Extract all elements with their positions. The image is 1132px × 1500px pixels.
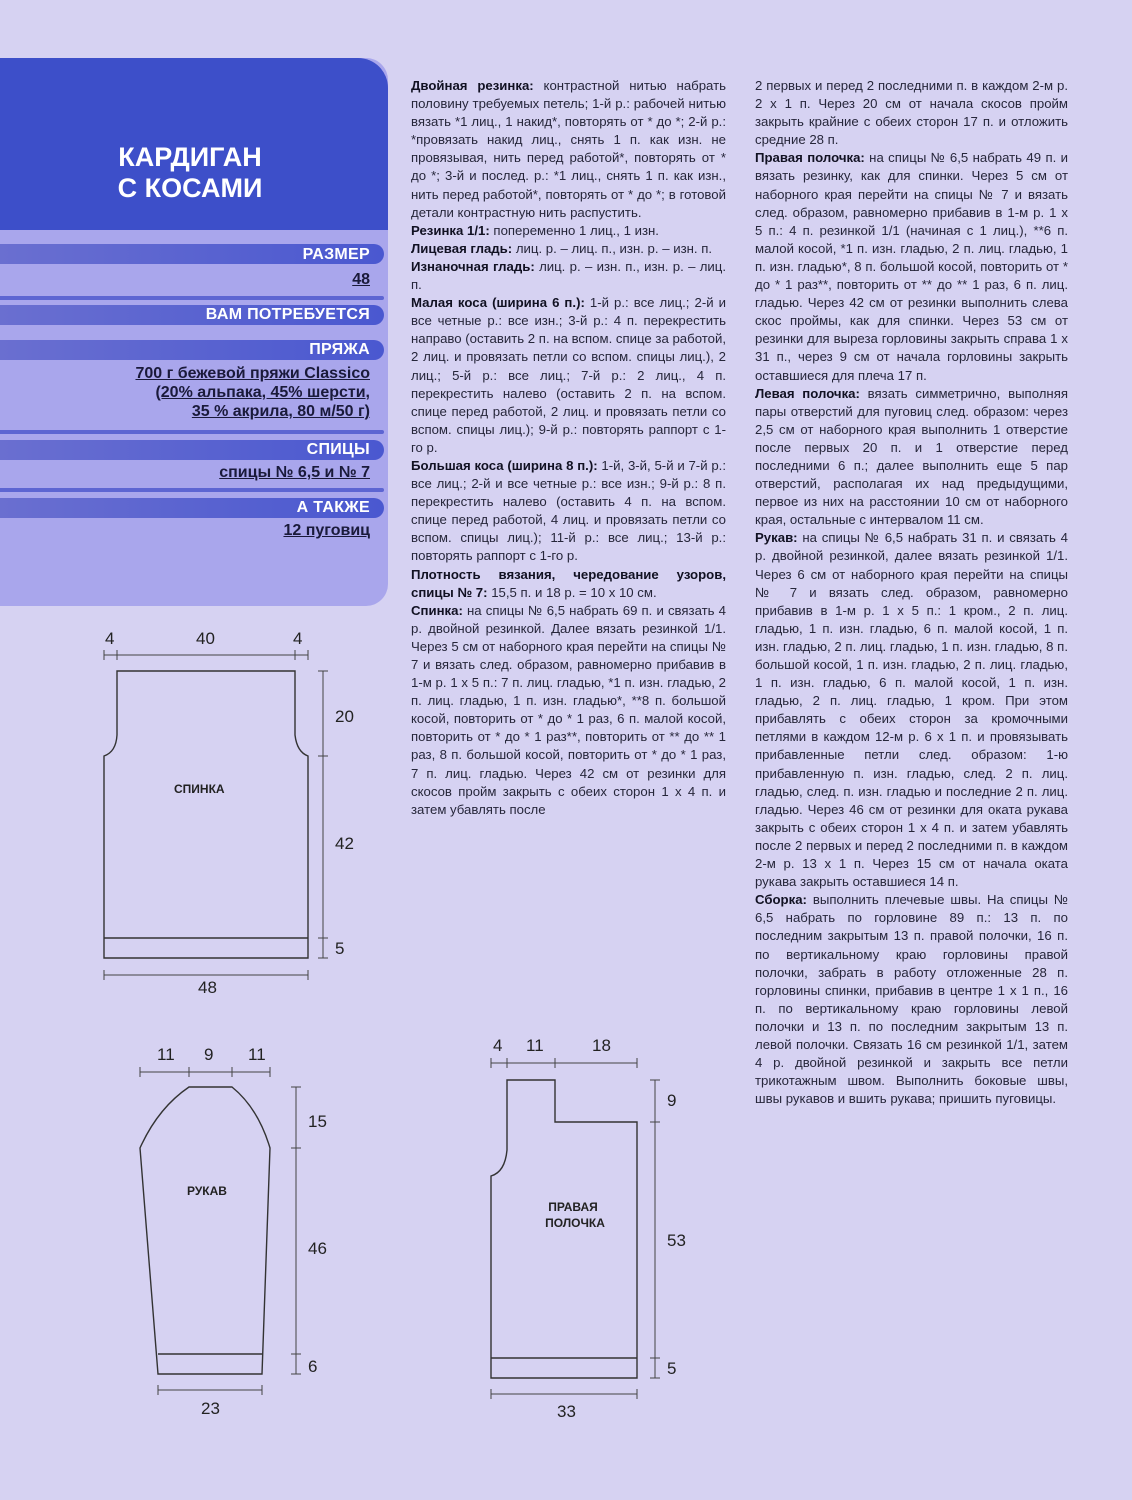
front-dim-right-1: 9 bbox=[667, 1091, 677, 1110]
sleeve-diagram bbox=[140, 1045, 327, 1418]
sleeve-dim-right-1: 15 bbox=[308, 1112, 327, 1131]
sleeve-dim-top-2: 9 bbox=[204, 1045, 214, 1064]
yarn-value-1: 700 г бежевой пряжи Classico bbox=[135, 365, 370, 382]
front-dim-right-3: 5 bbox=[667, 1359, 677, 1378]
yarn-value-3: 35 % акрила, 80 м/50 г) bbox=[191, 403, 370, 420]
back-dim-right-1: 20 bbox=[335, 707, 354, 726]
paragraph-heading: Малая коса (ширина 6 п.): bbox=[411, 295, 585, 311]
needles-label: СПИЦЫ bbox=[306, 441, 370, 458]
paragraph-heading: Левая полочка: bbox=[755, 385, 860, 401]
also-label: А ТАКЖЕ bbox=[296, 499, 370, 516]
sleeve-dim-right-3: 6 bbox=[308, 1357, 318, 1376]
front-diagram bbox=[491, 1036, 686, 1421]
paragraph-heading: Резинка 1/1: bbox=[411, 222, 490, 238]
paragraph-heading: Спинка: bbox=[411, 602, 463, 618]
paragraph-body: 1-й р.: все лиц.; 2-й и все четные р.: все изн.; 3-й р.: 4 п. перекрестить направо (оставить 2 п. на вспом. спице за работой, 2 лиц. и провязать петли со вспом. спицы лиц.), 2 лиц.; 5-й р.: все лиц.; 7-й р.: 2 лиц., 4 п. перекрестить налево (оставить 2 п. на вспом. спице перед работой, 2 лиц. и провязать петли со вспом. спицы лиц.); 9-й р.: повторять раппорт с 1-го р. bbox=[411, 295, 726, 455]
paragraph-body: 15,5 п. и 18 р. = 10 х 10 см. bbox=[487, 584, 657, 600]
front-dim-right-2: 53 bbox=[667, 1231, 686, 1250]
sleeve-dim-top-3: 11 bbox=[248, 1045, 266, 1064]
paragraph-body: выполнить плечевые швы. На спицы № 6,5 набрать по горловине 89 п.: 13 п. по последним закрытым 13 п. правой полочки, 16 п. по вертикальному краю горловины правой полочки, забрать в работу отложенные 28 п. горловины спинки, прибавив в центре 1 х 1 п., 16 п. по вертикальному краю горловины левой полочки и 13 п. по последним закрытым 13 п. левой полочки. Связать 16 см резинкой 1/1, затем 4 р. двойной резинкой и закрыть все петли трикотажным швом. Выполнить боковые швы, швы рукавов и вшить рукава; пришить пуговицы. bbox=[755, 892, 1068, 1107]
paragraph-body: 1-й, 3-й, 5-й и 7-й р.: все лиц.; 2-й и все четные р.: все изн.; 9-й р.: 8 п. перекрестить налево (оставить 4 п. на вспом. спице перед работой, 4 лиц. и провязать петли со вспом. спицы лиц.); 11-й р.: все лиц.; 13-й р.: повторять раппорт с 1-го р. bbox=[411, 457, 726, 564]
back-dim-top-1: 4 bbox=[105, 629, 115, 648]
title-line-2: С КОСАМИ bbox=[117, 173, 263, 203]
size-label: РАЗМЕР bbox=[302, 246, 370, 263]
sleeve-dim-top-1: 11 bbox=[157, 1045, 175, 1064]
paragraph-body: на спицы № 6,5 набрать 69 п. и связать 4 р. двойной резинкой. Далее вязать резинкой 1/1. Через 5 см от наборного края перейти на спицы № 7 и вязать след. образом, равномерно прибавив в 1-м р. 1 х 5 п.: 7 п. лиц. гладью, *1 п. изн. гладью, 2 п. лиц. гладью, 1 п. изн. гладью*, **8 п. большой косой, повторить от * до * 1 раз, 6 п. малой косой, повторить от * до * 1 раз**, повторить от ** до ** 1 раз, 8 п. большой косой, повторить от * до * 1 раз, 7 п. лиц. гладью. Через 42 см от резинки для скосов пройм закрыть с обеих сторон 1 х 4 п. и затем убавлять после bbox=[411, 602, 726, 817]
back-dim-right-2: 42 bbox=[335, 834, 354, 853]
back-label: СПИНКА bbox=[174, 782, 225, 796]
front-dim-top-3: 18 bbox=[592, 1036, 611, 1055]
paragraph-heading: Правая полочка: bbox=[755, 150, 865, 166]
yarn-label: ПРЯЖА bbox=[309, 341, 370, 358]
paragraph-body: лиц. р. – лиц. п., изн. р. – изн. п. bbox=[512, 240, 713, 256]
front-label-1: ПРАВАЯ bbox=[548, 1200, 598, 1214]
need-label: ВАМ ПОТРЕБУЕТСЯ bbox=[205, 306, 370, 323]
paragraph-heading: Лицевая гладь: bbox=[411, 240, 513, 256]
sleeve-dim-bottom: 23 bbox=[201, 1399, 220, 1418]
back-outline bbox=[104, 671, 308, 958]
paragraph-body: вязать симметрично, выполняя пары отверстий для пуговиц след. образом: через 2,5 см от наборного края выполнить 1 отверстие после первых 20 п. и 1 отверстие перед последними 6 п.; далее выполнить еще 5 пар отверстий, располагая их над предыдущими, первое из них на расстоянии 10 см от наборного края, остальные с интервалом 11 см. bbox=[755, 385, 1068, 528]
paragraph-body: на спицы № 6,5 набрать 31 п. и связать 4 р. двойной резинкой, далее вязать резинкой 1/1. Через 6 см от наборного края перейти на спицы № 7 и вязать след. образом, равномерно прибавив в 1-м р. 1 х 5 п.: 1 кром., 2 п. лиц. гладью, 1 п. изн. гладью, 6 п. малой косой, 1 п. изн. гладью, 2 п. лиц. гладью, 1 п. изн. гладью, 8 п. большой косой, 1 п. изн. гладью, 2 п. лиц. гладью, 1 п. изн. гладью, 6 п. малой косой, 1 п. изн. гладью, 2 п. лиц. гладью, 1 кром. При этом прибавлять с обеих сторон за кромочными петлями в каждом 12-м р. 6 х 1 п. и провязывать прибавленные петли след. образом: 1-ю прибавленную п. изн. гладью, след. 2 п. лиц. гладью, след. п. изн. гладью и последние 2 п. лиц. гладью. Через 46 см от резинки для оката рукава закрыть с обеих сторон 1 х 4 п. и затем убавлять после 2 первых и перед 2 последними п. в каждом 2-м р. 13 х 1 п. Через 15 см от начала оката рукава закрыть оставшиеся 14 п. bbox=[755, 530, 1068, 890]
paragraph-heading: Изнаночная гладь: bbox=[411, 258, 535, 274]
front-label-2: ПОЛОЧКА bbox=[545, 1216, 605, 1230]
paragraph-body: лиц. р. – изн. п., изн. р. – лиц. п. bbox=[411, 258, 726, 293]
back-dim-top-2: 40 bbox=[196, 629, 215, 648]
needles-value: спицы № 6,5 и № 7 bbox=[219, 464, 370, 481]
back-dim-bottom: 48 bbox=[198, 978, 217, 997]
size-value: 48 bbox=[352, 271, 370, 288]
also-value: 12 пуговиц bbox=[283, 522, 370, 539]
paragraph-body: 2 первых и перед 2 последними п. в каждом 2-м р. 2 х 1 п. Через 20 см от начала скосов пройм закрыть крайние с обеих сторон 17 п. и отложить средние 28 п. bbox=[755, 78, 1068, 148]
paragraph-body: контрастной нитью набрать половину требуемых петель; 1-й р.: рабочей нитью вязать *1 лиц., 1 накид*, повторять от * до *; 2-й р.: *провязать накид лиц., снять 1 п. как изн. не провязывая, нить перед работой*, повторять от * до *; 3-й и послед. р.: *1 лиц., снять 1 п. как изн., нить перед работой*, повторять от * до *; в готовой детали контрастную нить распустить. bbox=[411, 78, 727, 220]
paragraph-heading: Сборка: bbox=[755, 892, 807, 908]
back-diagram bbox=[104, 629, 354, 997]
front-dim-top-2: 11 bbox=[526, 1036, 544, 1055]
title-line-1: КАРДИГАН bbox=[118, 142, 262, 172]
paragraph-heading: Рукав: bbox=[755, 530, 798, 546]
paragraph-heading: Плотность вязания, чередование узоров, спицы № 7: bbox=[411, 566, 726, 600]
front-dim-top-1: 4 bbox=[493, 1036, 503, 1055]
back-dim-right-3: 5 bbox=[335, 939, 345, 958]
yarn-value-2: (20% альпака, 45% шерсти, bbox=[155, 384, 370, 401]
sleeve-outline bbox=[140, 1087, 270, 1374]
sleeve-label: РУКАВ bbox=[187, 1184, 227, 1198]
back-dim-top-3: 4 bbox=[293, 629, 303, 648]
paragraph-heading: Двойная резинка: bbox=[411, 78, 534, 93]
paragraph-body: попеременно 1 лиц., 1 изн. bbox=[489, 222, 659, 238]
front-dim-bottom: 33 bbox=[557, 1402, 576, 1421]
paragraph-heading: Большая коса (ширина 8 п.): bbox=[411, 457, 598, 473]
paragraph-body: на спицы № 6,5 набрать 49 п. и вязать резинку, как для спинки. Через 5 см от наборного края перейти на спицы № 7 и вязать след. образом, равномерно прибавив в 1-м р. 1 х 5 п.: 4 п. резинкой 1/1 (начиная с 1 лиц.), **6 п. малой косой, *1 п. изн. гладью, 2 п. лиц. гладью, 1 п. изн. гладью*, 8 п. большой косой, повторить от * до * 1 раз**, повторить от ** до ** 1 раз, 6 п. лиц. гладью. Через 42 см от резинки выполнить слева скос проймы, как для спинки. Через 53 см от резинки для выреза горловины закрыть справа 1 х 31 п., через 9 см от начала горловины закрыть оставшиеся для плеча 17 п. bbox=[755, 150, 1068, 383]
sleeve-dim-right-2: 46 bbox=[308, 1239, 327, 1258]
